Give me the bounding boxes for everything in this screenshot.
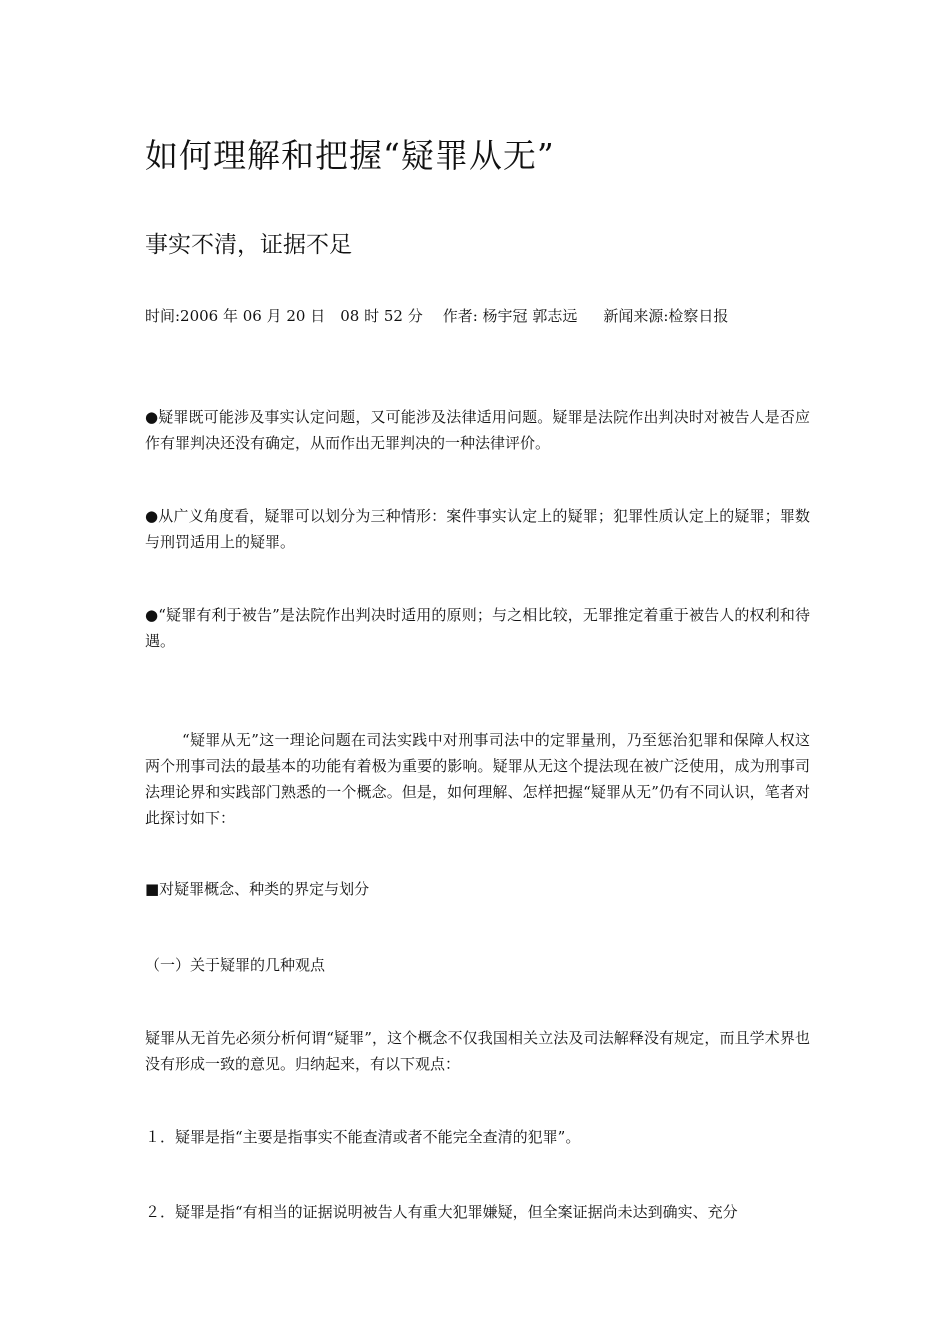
summary-point-3: ●“疑罪有利于被告”是法院作出判决时适用的原则；与之相比较，无罪推定着重于被告人的权利和待遇。 — [145, 606, 810, 650]
summary-point-1: ●疑罪既可能涉及事实认定问题，又可能涉及法律适用问题。疑罪是法院作出判决时对被告人是否应作有罪判决还没有确定，从而作出无罪判决的一种法律评价。 — [145, 408, 810, 452]
intro-paragraph: “疑罪从无”这一理论问题在司法实践中对刑事司法中的定罪量刑，乃至惩治犯罪和保障人权这两个刑事司法的最基本的功能有着极为重要的影响。疑罪从无这个提法现在被广泛使用，成为刑事司法理论界和实践部门熟悉的一个概念。但是，如何理解、怎样把握“疑罪从无”仍有不同认识，笔者对此探讨如下： — [145, 731, 810, 827]
subsection-heading: （一）关于疑罪的几种观点 — [145, 956, 326, 974]
article-subtitle: 事实不清，证据不足 — [145, 232, 352, 258]
news-source: 新闻来源:检察日报 — [603, 307, 729, 325]
body-paragraph: 疑罪从无首先必须分析何谓“疑罪”，这个概念不仅我国相关立法及司法解释没有规定，而且学术界也没有形成一致的意见。归纳起来，有以下观点： — [145, 1029, 810, 1073]
viewpoint-item-1: １．疑罪是指“主要是指事实不能查清或者不能完全查清的犯罪”。 — [145, 1128, 581, 1146]
section-heading: ■对疑罪概念、种类的界定与划分 — [145, 880, 370, 898]
article-title: 如何理解和把握“疑罪从无” — [145, 136, 555, 175]
viewpoint-item-2: ２．疑罪是指“有相当的证据说明被告人有重大犯罪嫌疑，但全案证据尚未达到确实、充分 — [145, 1203, 738, 1221]
author-line: 作者: 杨宇冠 郭志远 — [442, 307, 578, 325]
publish-time: 时间:2006 年 06 月 20 日 08 时 52 分 — [145, 307, 423, 325]
summary-point-2: ●从广义角度看，疑罪可以划分为三种情形：案件事实认定上的疑罪；犯罪性质认定上的疑罪；罪数与刑罚适用上的疑罪。 — [145, 507, 810, 551]
article-meta — [145, 304, 810, 328]
